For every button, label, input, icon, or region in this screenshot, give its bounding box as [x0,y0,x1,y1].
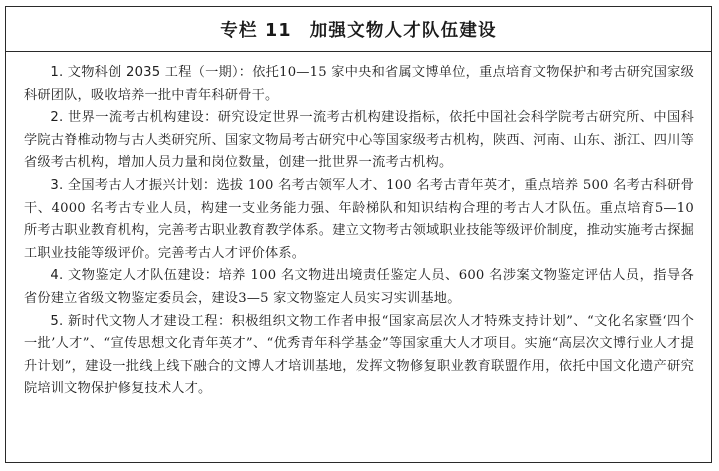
item-text: 积极组织文物工作者申报“国家高层次人才特殊支持计划”、“文化名家暨‘四个一批’人才”、“宣传思想文化青年英才”、“优秀青年科学基金”等国家重大人才项目。实施“高层次文博行业人才提升计划”，建设一批线上线下融合的文博人才培训基地，发挥文物修复职业教育联盟作用，依托中国文化遗产研究院培训文物保护修复技术人才。 [24,313,694,397]
item-text: 依托10—15 家中央和省属文博单位，重点培育文物保护和考古研究国家级科研团队，吸收培养一批中青年科研骨干。 [24,65,694,103]
item-heading: 1. 文物科创 2035 工程（一期）： [50,65,253,80]
box-body [6,52,711,401]
box-title: 加强文物人才队伍建设 [309,20,497,41]
item-heading: 5. 新时代文物人才建设工程： [50,313,232,329]
box-title-bar [6,7,711,52]
item-heading: 3. 全国考古人才振兴计划： [50,177,217,193]
list-item [24,107,694,175]
item-heading: 4. 文物鉴定人才队伍建设： [50,268,219,284]
column-box [5,6,712,463]
item-heading: 2. 世界一流考古机构建设： [50,110,218,126]
list-item [24,265,694,310]
item-text: 研究设定世界一流考古机构建设指标，依托中国社会科学院考古研究所、中国科学院古脊椎动物与古人类研究所、国家文物局考古研究中心等国家级考古机构，陕西、河南、山东、浙江、四川等省级考古机构，增加人员力量和岗位数量，创建一批世界一流考古机构。 [24,110,695,171]
item-text: 培养 100 名文物进出境责任鉴定人员、600 名涉案文物鉴定评估人员，指导各省份建立省级文物鉴定委员会，建设3—5 家文物鉴定人员实习实训基地。 [24,268,695,306]
list-item [24,311,694,401]
item-text: 选拔 100 名考古领军人才、100 名考古青年英才，重点培养 500 名考古科研骨干、4000 名考古专业人员，构建一支业务能力强、年龄梯队和知识结构合理的考古人才队伍。重点培育5—10 所考古职业教育机构，完善考古职业教育教学体系。建立文物考古领域职业技能等级评价制度，推动实施考古探掘工职业技能等级评价。完善考古人才评价体系。 [24,177,695,261]
list-item [24,62,694,107]
list-item [24,175,694,265]
box-label: 专栏 11 [220,20,292,41]
